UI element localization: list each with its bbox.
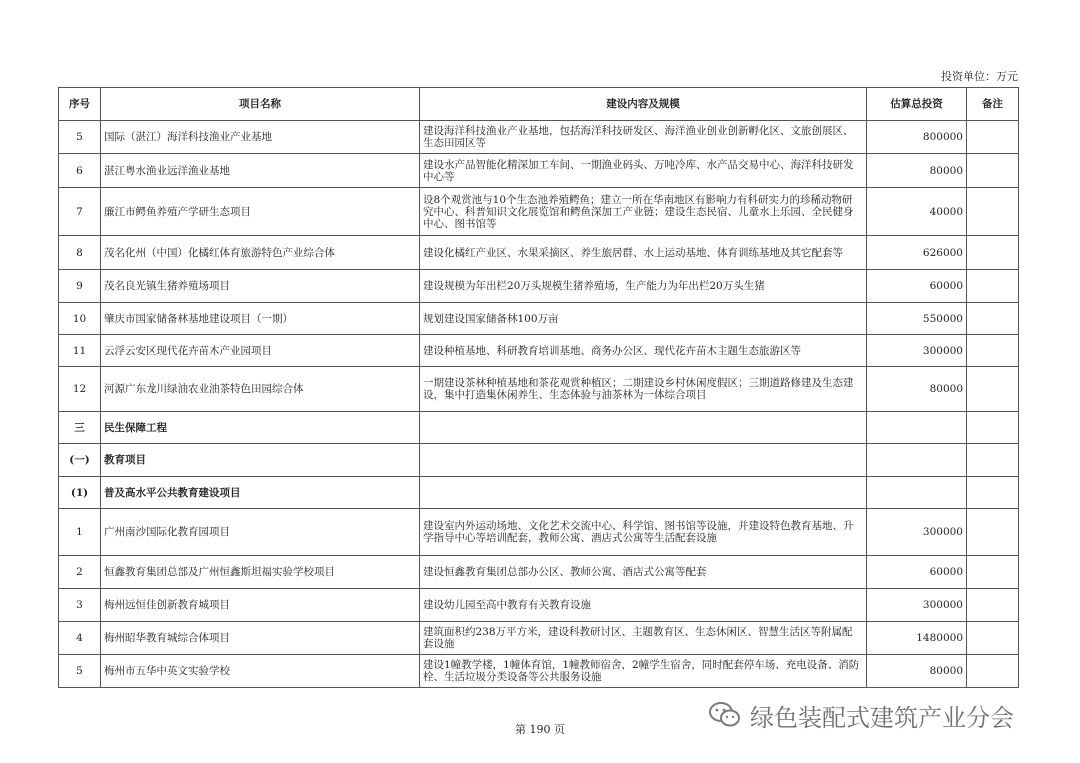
row-note (967, 655, 1019, 688)
row-content: 规划建设国家储备林100万亩 (420, 303, 867, 335)
row-project-name: 民生保障工程 (101, 412, 420, 444)
row-content: 建设水产品智能化精深加工车间、一期渔业码头、万吨冷库、水产品交易中心、海洋科技研发中心等 (420, 154, 867, 188)
row-seq: 三 (59, 412, 101, 444)
row-seq: 12 (59, 367, 101, 412)
row-project-name: 梅州市五华中英文实验学校 (101, 655, 420, 688)
row-project-name: 茂名良光镇生猪养殖场项目 (101, 270, 420, 303)
row-investment: 300000 (867, 335, 967, 367)
row-seq: (一) (59, 444, 101, 477)
row-investment: 626000 (867, 236, 967, 270)
row-content: 建设种植基地、科研教育培训基地、商务办公区、现代花卉苗木主题生态旅游区等 (420, 335, 867, 367)
row-investment: 60000 (867, 270, 967, 303)
row-investment: 40000 (867, 188, 967, 236)
row-note (967, 367, 1019, 412)
page-number: 第 190 页 (515, 723, 565, 736)
row-investment: 80000 (867, 655, 967, 688)
row-note (967, 188, 1019, 236)
table-row (59, 303, 1019, 335)
row-content: 建设化橘红产业区、水果采摘区、养生旅居群、水上运动基地、体育训练基地及其它配套等 (420, 236, 867, 270)
row-project-name: 教育项目 (101, 444, 420, 477)
table-row (59, 556, 1019, 589)
project-table (58, 87, 1019, 688)
row-project-name: 广州南沙国际化教育园项目 (101, 509, 420, 556)
row-note (967, 154, 1019, 188)
table-row (59, 154, 1019, 188)
row-project-name: 湛江粤水渔业远洋渔业基地 (101, 154, 420, 188)
row-seq: (1) (59, 477, 101, 509)
table-row (59, 655, 1019, 688)
header-seq: 序号 (59, 88, 101, 121)
row-content: 设8个观赏池与10个生态池养殖鳄鱼；建立一所在华南地区有影响力有科研实力的珍稀动物研究中心、科普知识文化展览馆和鳄鱼深加工产业链；建设生态民宿、儿童水上乐园、全民健身中心、图书馆等 (420, 188, 867, 236)
table-row (59, 622, 1019, 655)
row-seq: 4 (59, 622, 101, 655)
row-investment: 300000 (867, 589, 967, 622)
row-content: 建设室内外运动场地、文化艺术交流中心、科学馆、图书馆等设施，并建设特色教育基地、升学指导中心等培训配套，教师公寓、酒店式公寓等生活配套设施 (420, 509, 867, 556)
row-seq: 1 (59, 509, 101, 556)
row-seq: 9 (59, 270, 101, 303)
watermark-text: 绿色装配式建筑产业分会 (750, 703, 1014, 732)
header-project-name: 项目名称 (101, 88, 420, 121)
row-investment: 300000 (867, 509, 967, 556)
row-investment (867, 412, 967, 444)
table-row (59, 477, 1019, 509)
table-row (59, 444, 1019, 477)
row-note (967, 477, 1019, 509)
row-project-name: 肇庆市国家储备林基地建设项目（一期） (101, 303, 420, 335)
row-seq: 7 (59, 188, 101, 236)
row-seq: 3 (59, 589, 101, 622)
row-investment: 80000 (867, 367, 967, 412)
table-header-row (59, 88, 1019, 121)
table-row (59, 589, 1019, 622)
row-note (967, 303, 1019, 335)
row-project-name: 河源广东龙川绿油农业油茶特色田园综合体 (101, 367, 420, 412)
row-note (967, 412, 1019, 444)
row-note (967, 335, 1019, 367)
wechat-icon (708, 700, 742, 730)
row-investment: 80000 (867, 154, 967, 188)
row-project-name: 廉江市鳄鱼养殖产学研生态项目 (101, 188, 420, 236)
row-content (420, 477, 867, 509)
row-project-name: 茂名化州（中国）化橘红体育旅游特色产业综合体 (101, 236, 420, 270)
table-row (59, 188, 1019, 236)
row-project-name: 恒鑫教育集团总部及广州恒鑫斯坦福实验学校项目 (101, 556, 420, 589)
row-note (967, 121, 1019, 154)
header-investment: 估算总投资 (867, 88, 967, 121)
row-content: 建设幼儿园至高中教育有关教育设施 (420, 589, 867, 622)
row-seq: 5 (59, 655, 101, 688)
row-investment: 1480000 (867, 622, 967, 655)
row-seq: 2 (59, 556, 101, 589)
table-row (59, 509, 1019, 556)
row-seq: 5 (59, 121, 101, 154)
row-seq: 8 (59, 236, 101, 270)
row-project-name: 普及高水平公共教育建设项目 (101, 477, 420, 509)
row-note (967, 509, 1019, 556)
investment-unit-label: 投资单位：万元 (941, 70, 1018, 83)
row-content (420, 412, 867, 444)
row-note (967, 270, 1019, 303)
row-content (420, 444, 867, 477)
table-row (59, 121, 1019, 154)
row-content: 建设海洋科技渔业产业基地，包括海洋科技研发区、海洋渔业创业创新孵化区、文旅创展区、生态田园区等 (420, 121, 867, 154)
row-note (967, 236, 1019, 270)
row-seq: 6 (59, 154, 101, 188)
row-project-name: 梅州昭华教育城综合体项目 (101, 622, 420, 655)
row-content: 建设规模为年出栏20万头规模生猪养殖场，生产能力为年出栏20万头生猪 (420, 270, 867, 303)
row-seq: 10 (59, 303, 101, 335)
header-content: 建设内容及规模 (420, 88, 867, 121)
table-row (59, 270, 1019, 303)
table-row (59, 335, 1019, 367)
watermark (708, 697, 1014, 733)
row-content: 建设1幢教学楼，1幢体育馆，1幢教师宿舍，2幢学生宿舍，同时配套停车场、充电设备、消防栓、生活垃圾分类设备等公共服务设施 (420, 655, 867, 688)
row-investment: 550000 (867, 303, 967, 335)
row-project-name: 国际（湛江）海洋科技渔业产业基地 (101, 121, 420, 154)
row-seq: 11 (59, 335, 101, 367)
row-project-name: 云浮云安区现代花卉苗木产业园项目 (101, 335, 420, 367)
row-content: 建筑面积约238万平方米，建设科教研讨区、主题教育区、生态休闲区、智慧生活区等附属配套设施 (420, 622, 867, 655)
row-investment: 800000 (867, 121, 967, 154)
header-note: 备注 (967, 88, 1019, 121)
row-note (967, 589, 1019, 622)
table-row (59, 367, 1019, 412)
table-row (59, 412, 1019, 444)
row-note (967, 556, 1019, 589)
row-content: 一期建设茶林种植基地和茶花观赏种植区；二期建设乡村休闲度假区；三期道路修建及生态建设，集中打造集休闲养生、生态体验与油茶林为一体综合项目 (420, 367, 867, 412)
row-project-name: 梅州远恒佳创新教育城项目 (101, 589, 420, 622)
row-content: 建设恒鑫教育集团总部办公区、教师公寓、酒店式公寓等配套 (420, 556, 867, 589)
table-row (59, 236, 1019, 270)
row-investment (867, 444, 967, 477)
row-note (967, 622, 1019, 655)
row-investment (867, 477, 967, 509)
row-investment: 60000 (867, 556, 967, 589)
row-note (967, 444, 1019, 477)
